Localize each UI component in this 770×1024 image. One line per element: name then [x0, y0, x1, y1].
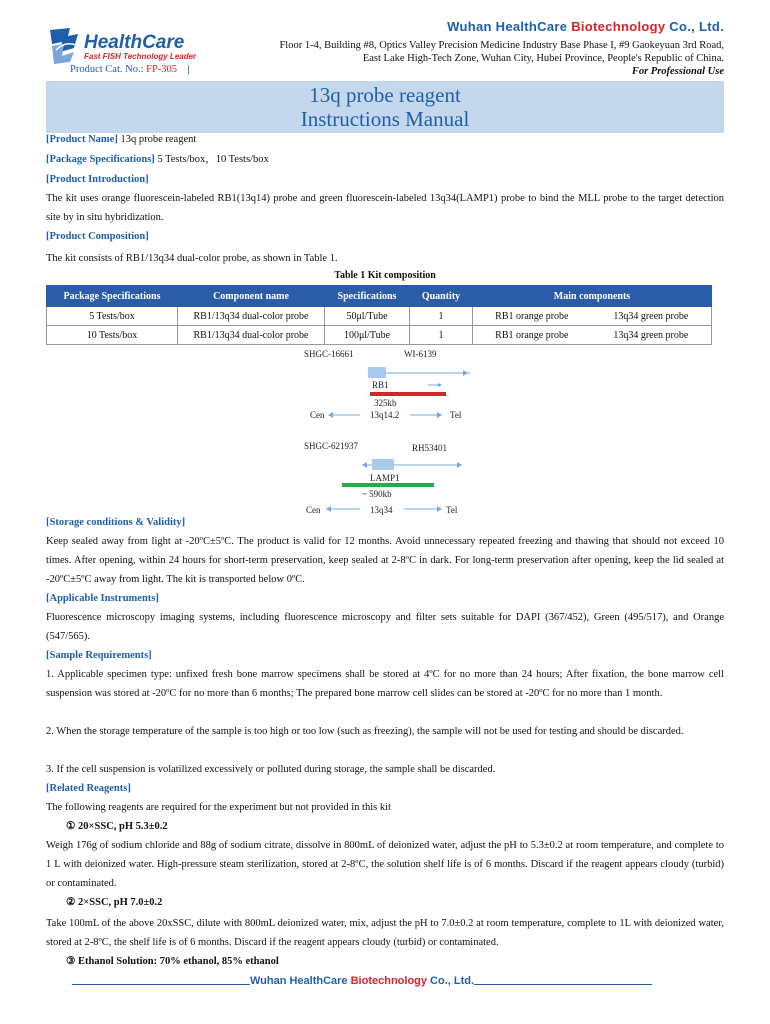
document-title: 13q probe reagent Instructions Manual [46, 81, 724, 133]
table-caption: Table 1 Kit composition [334, 270, 436, 281]
table-cell: RB1 orange probe [473, 307, 591, 326]
composition-heading: [Product Composition] [46, 231, 149, 242]
catalog-number: Product Cat. No.: FP-305 | [70, 64, 190, 75]
svg-text:HealthCare: HealthCare [84, 32, 185, 53]
col-header: Specifications [325, 286, 410, 307]
marker-label: SHGC-16661 [304, 349, 354, 359]
probe-size: 325kb [374, 398, 397, 408]
col-header: Quantity [410, 286, 473, 307]
marker-label: RH53401 [412, 443, 448, 453]
reagent-3-heading: ③ Ethanol Solution: 70% ethanol, 85% ethanol [66, 956, 279, 967]
table-cell: 50μl/Tube [325, 307, 410, 326]
table-cell: 10 Tests/box [47, 326, 178, 345]
instruments-heading: [Applicable Instruments] [46, 593, 159, 604]
storage-text: Keep sealed away from light at -20ºC±5ºC. The product is valid for 12 months. Avoid unnecessary repeated freezing and thawing that should not exceed 10 times. After opening, within 24 hours for short-term preservation, keep sealed at 2-8ºC in dark. For long-term preservation after opening, keep the lid sealed at -20ºC±5ºC away from light. The kit is transported below 0ºC. [46, 536, 724, 585]
col-header: Main components [473, 286, 712, 307]
table-cell: 13q34 green probe [591, 326, 712, 345]
healthcare-logo [48, 26, 208, 66]
intro-heading: [Product Introduction] [46, 174, 149, 185]
sample-req-1: 1. Applicable specimen type: unfixed fresh bone marrow specimens shall be stored at 4ºC for no more than 24 hours; After fixation, the bone marrow cell suspension was stored at -20ºC for no more than 6 months; The prepared bone marrow cell slides can be stored at -20ºC for no more than 1 month. [46, 669, 724, 699]
tel-label: Tel [446, 505, 458, 515]
professional-use: For Professional Use [631, 66, 724, 77]
reagent-1-text: Weigh 176g of sodium chloride and 88g of sodium citrate, dissolve in 800mL of deionized water, adjust the pH to 5.3±0.2 at room temperature, and complete to 1 L with deionized water. High-pressure steam sterilization, stored at 2-8ºC, the solution shelf life is of 6 months. Discard if the reagent appears cloudy (turbid) or contaminated. [46, 840, 724, 889]
sample-req-3: 3. If the cell suspension is volatilized excessively or polluted during storage, the sample shall be discarded. [46, 764, 496, 775]
table-cell: RB1 orange probe [473, 326, 591, 345]
company-name: Wuhan HealthCare Biotechnology Co., Ltd. [447, 19, 724, 34]
col-header: Package Specifications [47, 286, 178, 307]
package-specs: [Package Specifications] 5 Tests/box，10 Tests/box [46, 154, 269, 165]
lamp1-gene-box [372, 459, 394, 470]
rb1-gene-box [368, 367, 386, 378]
gene-label: LAMP1 [370, 473, 400, 483]
reagent-1-heading: ① 20×SSC, pH 5.3±0.2 [66, 821, 168, 832]
sample-req-2: 2. When the storage temperature of the sample is too high or too low (such as freezing), the sample will not be used for testing and should be discarded. [46, 726, 684, 737]
table-cell: 100μl/Tube [325, 326, 410, 345]
reagent-2-heading: ② 2×SSC, pH 7.0±0.2 [66, 897, 163, 908]
gene-label: RB1 [372, 380, 389, 390]
svg-text:Fast FISH Technology Leader: Fast FISH Technology Leader [84, 52, 197, 61]
reagents-heading: [Related Reagents] [46, 783, 131, 794]
composition-text: The kit consists of RB1/13q34 dual-color probe, as shown in Table 1. [46, 253, 338, 264]
company-address: Floor 1-4, Building #8, Optics Valley Precision Medicine Industry Base Phase I, #9 Gaokeyuan 3rd Road, East Lake High-Tech Zone, Wuhan City, Hubei Province, People's Republic of China. For Professional Use [204, 39, 724, 78]
probe-map-diagram [300, 345, 490, 520]
reagents-text: The following reagents are required for the experiment but not provided in this kit [46, 802, 391, 813]
tel-label: Tel [450, 410, 462, 420]
table-cell: RB1/13q34 dual-color probe [178, 307, 325, 326]
probe-size: ~ 590kb [362, 489, 392, 499]
cen-label: Cen [310, 410, 325, 420]
table-cell: 1 [410, 326, 473, 345]
table-header-row [47, 286, 712, 307]
reagent-2-text: Take 100mL of the above 20xSSC, dilute with 800mL deionized water, mix, adjust the pH to 7.0±0.2 at room temperature, complete to 1L with deionized water, stored at 2-8ºC, the shelf life is of 6 months. Discard if the reagent appears cloudy (turbid) or contaminated. [46, 918, 724, 948]
footer: Wuhan HealthCare Biotechnology Co., Ltd. [46, 975, 678, 987]
table-cell: RB1/13q34 dual-color probe [178, 326, 325, 345]
instruments-text: Fluorescence microscopy imaging systems, including fluorescence microscopy and filter sets suitable for DAPI (367/452), Green (495/517), and Orange (547/565). [46, 612, 724, 642]
rb1-orange-probe [370, 392, 446, 396]
lamp1-green-probe [342, 483, 434, 487]
intro-text: The kit uses orange fluorescein-labeled RB1(13q14) probe and green fluorescein-labeled 13q34(LAMP1) probe to bind the MLL probe to the target detection site by in situ hybridization. [46, 193, 724, 223]
table-row [47, 307, 712, 326]
band-label: 13q14.2 [370, 410, 400, 420]
band-label: 13q34 [370, 505, 393, 515]
storage-heading: [Storage conditions & Validity] [46, 517, 186, 528]
col-header: Component name [178, 286, 325, 307]
marker-label: WI-6139 [404, 349, 437, 359]
table-cell: 13q34 green probe [591, 307, 712, 326]
product-name: [Product Name] 13q probe reagent [46, 134, 197, 145]
cen-label: Cen [306, 505, 321, 515]
table-cell: 1 [410, 307, 473, 326]
marker-label: SHGC-621937 [304, 441, 359, 451]
sample-heading: [Sample Requirements] [46, 650, 152, 661]
table-row [47, 326, 712, 345]
table-cell: 5 Tests/box [47, 307, 178, 326]
kit-composition-table [46, 285, 712, 345]
